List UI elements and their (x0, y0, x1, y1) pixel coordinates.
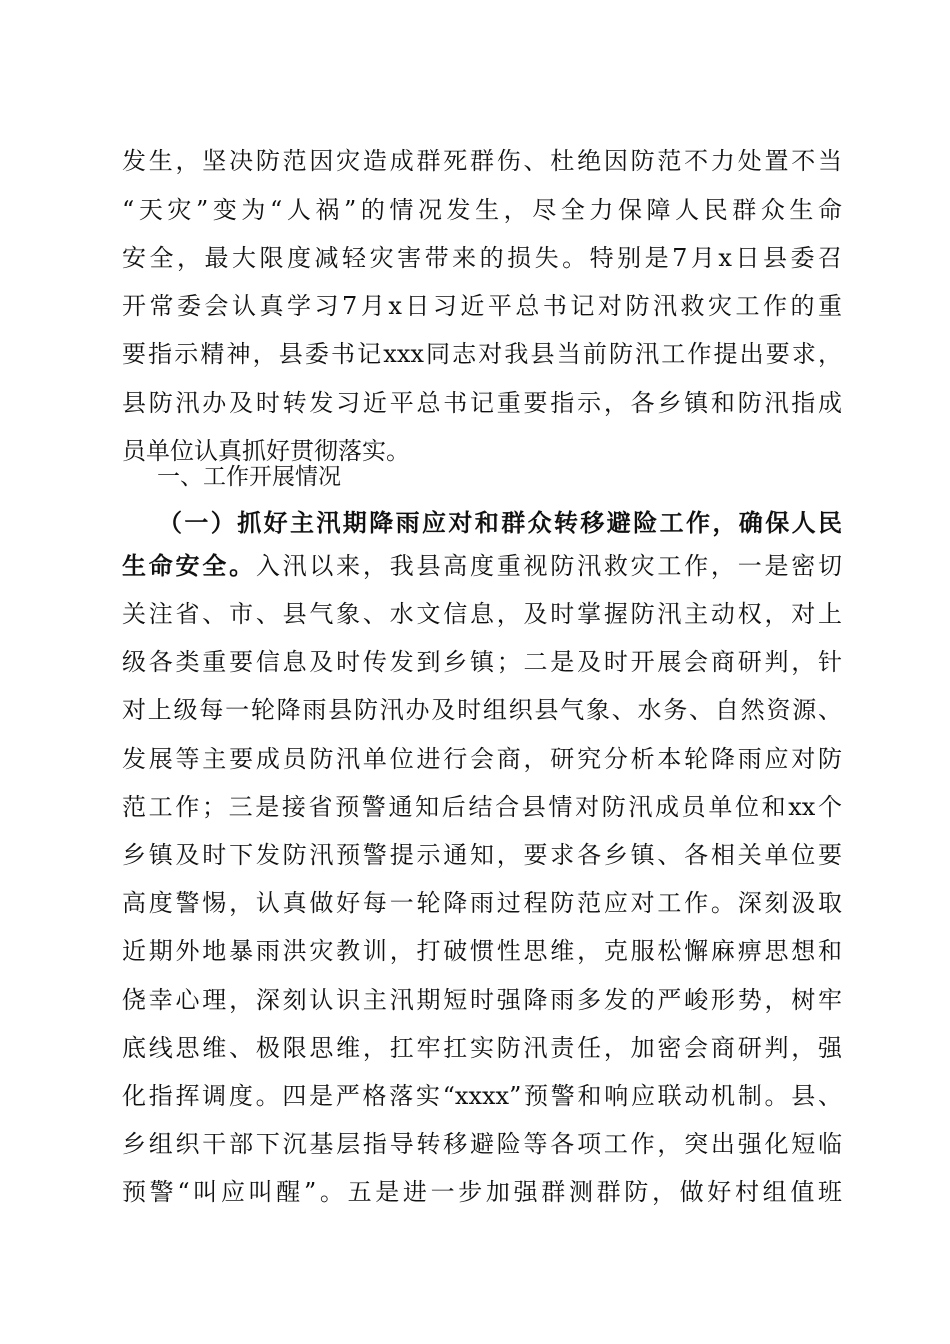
paragraph-line (122, 546, 842, 586)
paragraph-line: 乡组织干部下沉基层指导转移避险等各项工作，突出强化短临 (122, 1130, 842, 1158)
paragraph-line: 员单位认真抓好贯彻落实。 (122, 437, 410, 465)
subsection-heading-end: 生命安全。 (122, 551, 256, 580)
paragraph-line: 安全，最大限度减轻灾害带来的损失。特别是7月x日县委召 (122, 244, 842, 272)
paragraph-line: 高度警惕，认真做好每一轮降雨过程防范应对工作。深刻汲取 (122, 889, 842, 917)
paragraph-line: 关注省、市、县气象、水文信息，及时掌握防汛主动权，对上 (122, 600, 842, 628)
paragraph-line: 预警“叫应叫醒”。五是进一步加强群测群防，做好村组值班 (122, 1178, 842, 1206)
paragraph-line: 发生，坚决防范因灾造成群死群伤、杜绝因防范不力处置不当 (122, 147, 842, 175)
paragraph-line: 要指示精神，县委书记xxx同志对我县当前防汛工作提出要求， (122, 340, 842, 368)
paragraph-line: 开常委会认真学习7月x日习近平总书记对防汛救灾工作的重 (122, 292, 842, 320)
paragraph-line: 底线思维、极限思维，扛牢扛实防汛责任，加密会商研判，强 (122, 1034, 842, 1062)
paragraph-line: 级各类重要信息及时传发到乡镇；二是及时开展会商研判，针 (122, 648, 842, 676)
section-heading: 一、工作开展情况 (157, 464, 341, 490)
paragraph-line: 化指挥调度。四是严格落实“xxxx”预警和响应联动机制。县、 (122, 1082, 842, 1110)
paragraph-line: 对上级每一轮降雨县防汛办及时组织县气象、水务、自然资源、 (122, 696, 842, 724)
paragraph-line: 县防汛办及时转发习近平总书记重要指示，各乡镇和防汛指成 (122, 389, 842, 417)
paragraph-line: “天灾”变为“人祸”的情况发生，尽全力保障人民群众生命 (122, 196, 842, 224)
paragraph-text: 入汛以来，我县高度重视防汛救灾工作，一是密切 (255, 552, 843, 580)
paragraph-line: 范工作；三是接省预警通知后结合县情对防汛成员单位和xx个 (122, 793, 842, 821)
paragraph-line: 发展等主要成员防汛单位进行会商，研究分析本轮降雨应对防 (122, 745, 842, 773)
paragraph-line: 侥幸心理，深刻认识主汛期短时强降雨多发的严峻形势，树牢 (122, 986, 842, 1014)
subsection-heading: （一）抓好主汛期降雨应对和群众转移避险工作，确保人民 (158, 508, 842, 537)
paragraph-line: 乡镇及时下发防汛预警提示通知，要求各乡镇、各相关单位要 (122, 841, 842, 869)
paragraph-line: 近期外地暴雨洪灾教训，打破惯性思维，克服松懈麻痹思想和 (122, 937, 842, 965)
